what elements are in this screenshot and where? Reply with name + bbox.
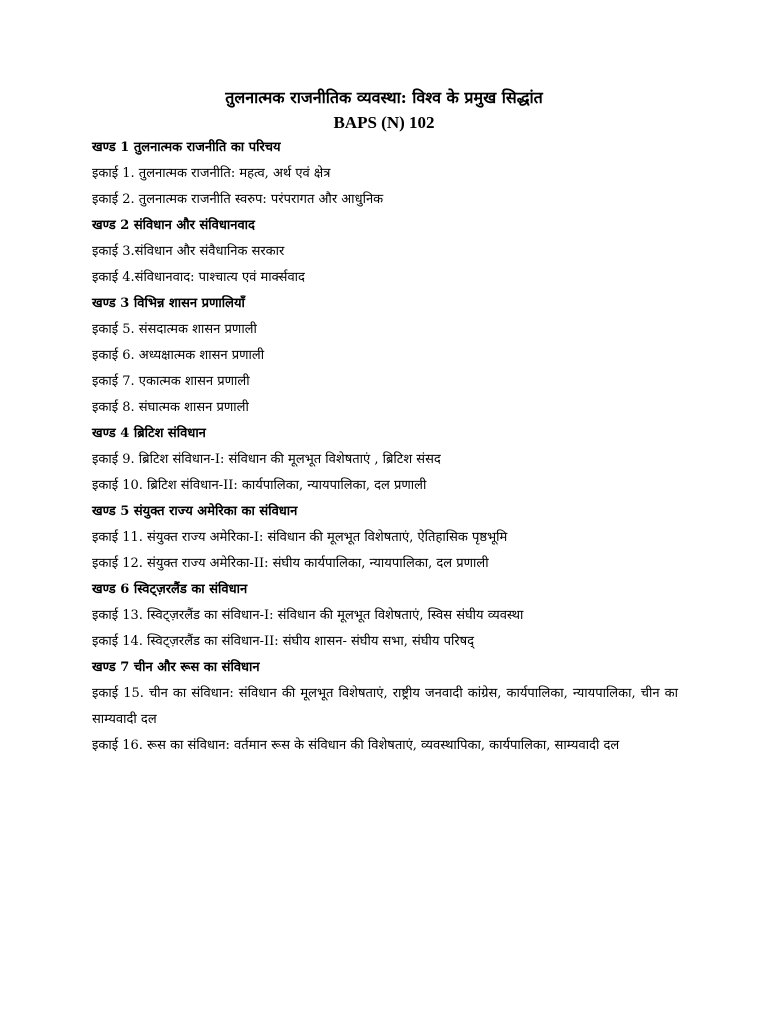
unit-item: इकाई 7. एकात्मक शासन प्रणाली xyxy=(92,374,250,389)
unit-item: इकाई 6. अध्यक्षात्मक शासन प्रणाली xyxy=(92,348,265,363)
course-code: BAPS (N) 102 xyxy=(333,113,435,132)
section-heading: खण्ड 4 ब्रिटिश संविधान xyxy=(92,426,206,441)
unit-item: इकाई 4.संविधानवाद: पाश्चात्य एवं मार्क्सवाद xyxy=(92,270,305,285)
unit-item: इकाई 10. ब्रिटिश संविधान-II: कार्यपालिका, न्यायपालिका, दल प्रणाली xyxy=(92,478,427,493)
unit-item: इकाई 3.संविधान और संवैधानिक सरकार xyxy=(92,244,285,259)
section-heading: खण्ड 2 संविधान और संविधानवाद xyxy=(92,218,255,233)
unit-item: इकाई 1. तुलनात्मक राजनीति: महत्व, अर्थ एवं क्षेत्र xyxy=(92,166,331,181)
unit-item: इकाई 16. रूस का संविधान: वर्तमान रूस के संविधान की विशेषताएं, व्यवस्थापिका, कार्यपालिका, साम्यवादी दल xyxy=(92,738,620,753)
section-heading: खण्ड 6 स्विट्ज़रलैंड का संविधान xyxy=(92,582,248,597)
unit-item: इकाई 14. स्विट्ज़रलैंड का संविधान-II: संघीय शासन- संघीय सभा, संघीय परिषद् xyxy=(92,634,475,649)
unit-item: इकाई 5. संसदात्मक शासन प्रणाली xyxy=(92,322,257,337)
unit-item: इकाई 9. ब्रिटिश संविधान-I: संविधान की मूलभूत विशेषताएं , ब्रिटिश संसद xyxy=(92,452,441,467)
section-heading: खण्ड 7 चीन और रूस का संविधान xyxy=(92,660,260,675)
unit-item: इकाई 8. संघात्मक शासन प्रणाली xyxy=(92,400,249,415)
unit-item: इकाई 15. चीन का संविधान: संविधान की मूलभूत विशेषताएं, राष्ट्रीय जनवादी कांग्रेस, कार्यपालिका, न्यायपालिका, चीन का साम्यवादी दल xyxy=(92,686,678,727)
syllabus-content xyxy=(92,135,678,759)
unit-item: इकाई 11. संयुक्त राज्य अमेरिका-I: संविधान की मूलभूत विशेषताएं, ऐतिहासिक पृष्ठभूमि xyxy=(92,530,508,545)
section-heading: खण्ड 3 विभिन्न शासन प्रणालियाँ xyxy=(92,296,245,311)
section-heading: खण्ड 5 संयुक्त राज्य अमेरिका का संविधान xyxy=(92,504,298,519)
document-title: तुलनात्मक राजनीतिक व्यवस्था: विश्व के प्रमुख सिद्धांत xyxy=(225,88,543,107)
unit-item: इकाई 2. तुलनात्मक राजनीति स्वरुप: परंपरागत और आधुनिक xyxy=(92,192,384,207)
section-heading: खण्ड 1 तुलनात्मक राजनीति का परिचय xyxy=(92,140,281,155)
unit-item: इकाई 12. संयुक्त राज्य अमेरिका-II: संघीय कार्यपालिका, न्यायपालिका, दल प्रणाली xyxy=(92,556,489,571)
unit-item: इकाई 13. स्विट्ज़रलैंड का संविधान-I: संविधान की मूलभूत विशेषताएं, स्विस संघीय व्यवस्था xyxy=(92,608,524,623)
